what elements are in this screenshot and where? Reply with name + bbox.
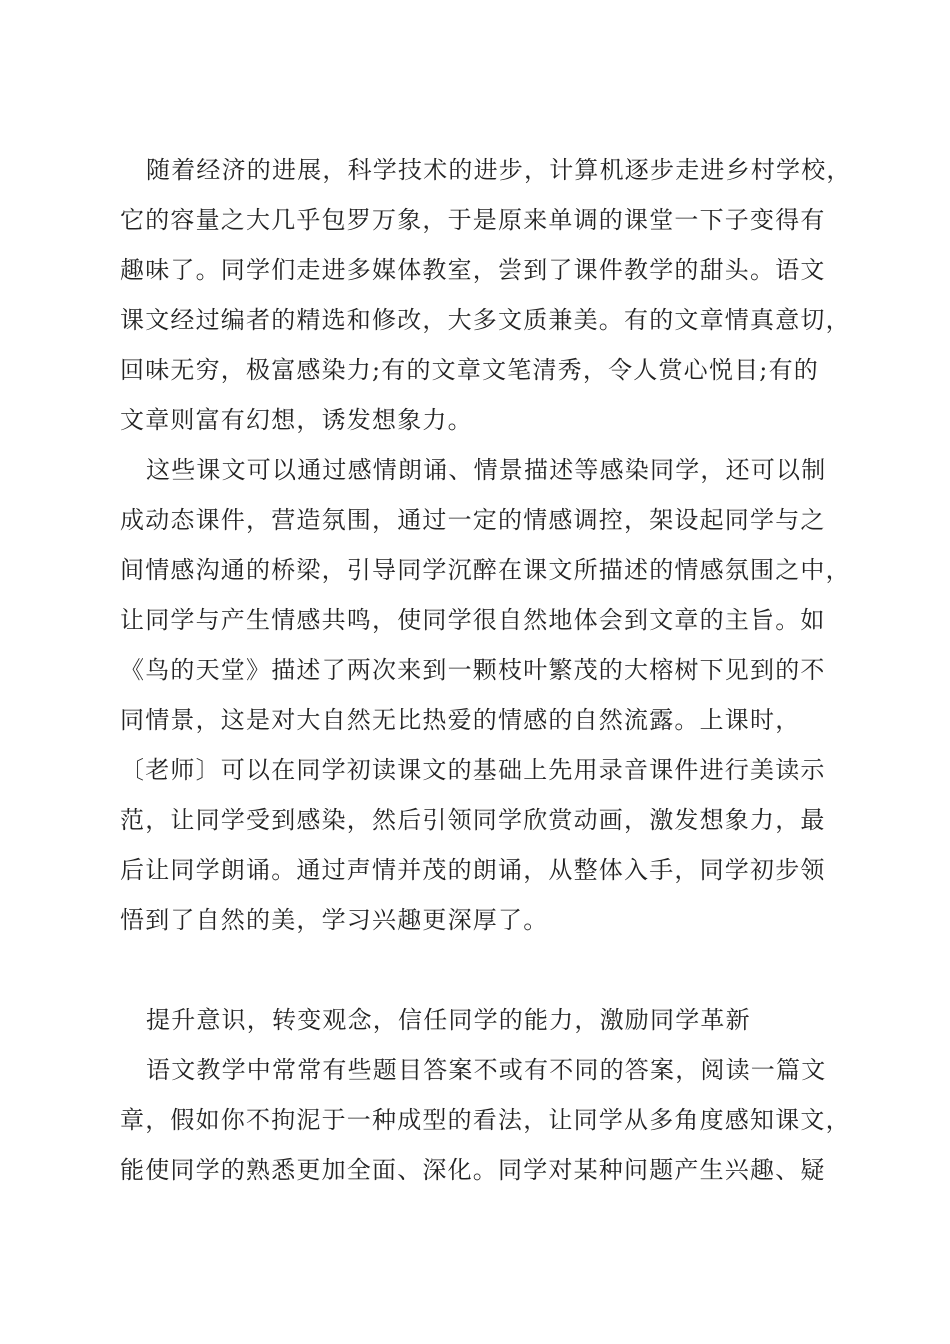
paragraph-line: 〔老师〕可以在同学初读课文的基础上先用录音课件进行美读示 (120, 756, 826, 784)
paragraph-3 (120, 1045, 850, 1195)
section-heading-text: 提升意识，转变观念，信任同学的能力，激励同学革新 (146, 1006, 751, 1034)
paragraph-1 (120, 145, 850, 445)
paragraph-line: 成动态课件，营造氛围，通过一定的情感调控，架设起同学与之 (120, 506, 826, 534)
paragraph-line: 趣味了。同学们走进多媒体教室，尝到了课件教学的甜头。语文 (120, 256, 826, 284)
paragraph-line: 回味无穷，极富感染力;有的文章文笔清秀，令人赏心悦目;有的 (120, 356, 819, 384)
paragraph-line: 悟到了自然的美，学习兴趣更深厚了。 (120, 906, 549, 934)
paragraph-line: 文章则富有幻想，诱发想象力。 (120, 406, 473, 434)
section-heading (120, 995, 850, 1045)
paragraph-line: 随着经济的进展，科学技术的进步，计算机逐步走进乡村学校， (146, 156, 852, 184)
paragraph-2 (120, 445, 850, 945)
paragraph-line: 《鸟的天堂》描述了两次来到一颗枝叶繁茂的大榕树下见到的不 (120, 656, 826, 684)
paragraph-line: 同情景，这是对大自然无比热爱的情感的自然流露。上课时， (120, 706, 801, 734)
paragraph-line: 这些课文可以通过感情朗诵、情景描述等感染同学，还可以制 (146, 456, 827, 484)
paragraph-line: 课文经过编者的精选和修改，大多文质兼美。有的文章情真意切， (120, 306, 851, 334)
paragraph-line: 让同学与产生情感共鸣，使同学很自然地体会到文章的主旨。如 (120, 606, 826, 634)
paragraph-line: 能使同学的熟悉更加全面、深化。同学对某种问题产生兴趣、疑 (120, 1156, 826, 1184)
paragraph-line: 它的容量之大几乎包罗万象，于是原来单调的课堂一下子变得有 (120, 206, 826, 234)
paragraph-line: 章，假如你不拘泥于一种成型的看法，让同学从多角度感知课文， (120, 1106, 851, 1134)
paragraph-line: 范，让同学受到感染，然后引领同学欣赏动画，激发想象力，最 (120, 806, 826, 834)
paragraph-line: 后让同学朗诵。通过声情并茂的朗诵，从整体入手，同学初步领 (120, 856, 826, 884)
paragraph-line: 语文教学中常常有些题目答案不或有不同的答案，阅读一篇文 (146, 1056, 827, 1084)
paragraph-line: 间情感沟通的桥梁，引导同学沉醉在课文所描述的情感氛围之中， (120, 556, 851, 584)
